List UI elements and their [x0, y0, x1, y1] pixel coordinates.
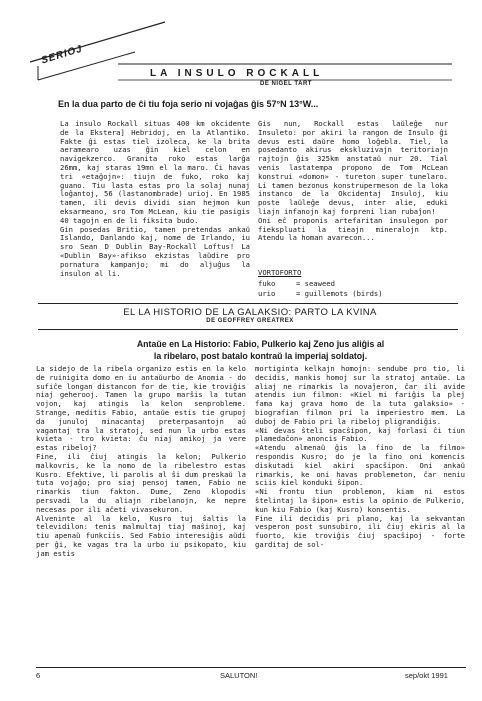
footer-rule: [36, 667, 466, 668]
article-column-left: La insulo Rockall situas 400 km okcidente de la Ekstera] Hebridoj, en la Atlantiko. Fakte ĝi estas tiel izoleca, ke la brita aeramearo uzas ĝin kiel celon en navigekzerco. Granita roko estas larĝa 26mm, kaj staras 19mn el la maro. Ĉi havas tri «etaĝojn»: tiujn de fuko, roko kaj guano. Tiu lasta estas pro la solaj nunaj loĝantoj, 56 (lastanombrade) urioj. En 1985 tamen, ili devis dividi sian hejmon kun eksarmeano, sro Tom McLean, kiu tie pasigis 40 tagojn en de li fiksita budo. Gin posedas Britio, tamen pretendas ankaŭ Islando, Danlando kaj, nome de Irlando, iu sro Sean D Dublin Bay-Rockall Loftus! La «Dublin Bay»-afikso ekzistas laŭdire pro pornatura kampanjo; mi do aljuĝus la insulon al li.: [60, 120, 250, 278]
glossary-entry: [258, 279, 335, 288]
story-column-left: La sidejo de la ribela organizo estis en la kelo de ruinigita domo en iu antaŭurbo de Anomia - do sufiĉe longan distancon for de tie, kie troviĝis niaj geherooj. Tamen la grupo marŝis la tutan vojon, kaj atingis la kelon senprobleme. Strange, meditis Fabio, antaŭe estis tie grupoj da junuloj minacantaj preterpasantojn aŭ vagantaj tra la stratoj, sed nun la urbo estas kvieta - tro kvieta: ĉu niaj amikoj ja vere estas ribeloj? Fine, ili ĉiuj atingis la kelon; Pulkerio malkovris, ke la nomo de la ribelestro estas Kusro. Efektive, li parolis al ŝi dum preskaŭ la tuta vojaĝo; pro siaj pensoj tamen, Fabio ne rimarkis tiun fakton. Dume, Zeno klopodis persvadi la du aliajn ribelanojn, ke nepre necesas por ili aĉeti vivasekuron. Alveninte al la kelo, Kusro tuj ŝaltis la televidilon: tenis malmultaj tiaj maŝinoj, kaj tiu apenaŭ funkciis. Sed Fabio interesiĝis aŭdi per ĝi, ke vagas tra la urbo iu psikopato, kiu jam estis: [36, 365, 246, 558]
glossary-entry: [258, 289, 383, 298]
article-deck: En la dua parto de ĉi tiu foja serio ni vojaĝas ĝis 57°N 13°W...: [58, 99, 319, 109]
story-recap-line: la ribelaro, post batalo kontraŭ la imperiaj soldatoj.: [153, 351, 368, 361]
series-label: SERIOJ: [40, 43, 85, 67]
page-number: 6: [36, 671, 41, 680]
article-title: LA INSULO ROCKALL: [150, 68, 324, 79]
section-divider-bottom: [38, 329, 458, 330]
article-column-right: Ĝis nun, Rockall estas laŭleĝe nur Insuleto: por akiri la rangon de Insulo ĝi devus esti daŭre homo loĝebla. Tiel, la posedanto akirus ekskluzivajn teritoriajn rajtojn ĝis 325km anstataŭ nur 20. Tial venis lastatempa propono de Tom McLean konstrui «domon» - tureton super tunelaro. Li tamen bezonus konstrupermeson de la loka instanco de la Okcidentaj Insuloj, kiu poste laŭleĝe devus, inter alie, eduki liajn infanojn kaj forpreni lian rubaĵon! Oni eĉ proponis artefaritan insulegon por fiekspluati la tieajn mineralojn ktp. Atendu la homan avarecon...: [258, 120, 448, 243]
glossary-term: fuko: [258, 279, 276, 288]
story-recap: [58, 338, 463, 362]
story-column-right: mortiginta kelkajn homojn: sendube pro tio, li decidis, mankis homoj sur la stratoj antaŭe. La aliaj ne rimarkis la novaĵeron, ĉar ili avide atendis iun filmon: «Kiel mi fariĝis la plej fama kaj grava homo de la tuta galaksio» - biografian filmon pri la imperiestro mem. La duboj de Fabio pri la ribeloj pligrandiĝis. «Ni devas ŝteli spacŝipon, kaj forlasi ĉi tiun plamedaĉon» anoncis Fabio. «Atendu almenaŭ ĝis la fino de la filmo» respondis Kusro; do je la fino oni komencis diskutadi kiel akiri spacŝipon. Oni ankaŭ rimarkis, ke oni havas problemeton, ĉar neniu sciis kiel konduki ŝipon. «Ni frontu tiun problemon, kiam ni estos ŝtelintaj la ŝipon» estis la opinio de Pulkerio, kun kiu Fabio (kaj Kusro) konsentis. Fine ili decidis pri plano, kaj la sekvantan vesperon post sunsubiro, ili ĉiuj ekiris al la fuorto, kie troviĝis ĉiuj spacŝipoj - forte garditaj de sol-: [255, 365, 465, 549]
story-recap-line: Antaŭe en La Historio: Fabio, Pulkerio kaj Zeno ĵus aliĝis al: [136, 339, 385, 349]
glossary-definition: = seaweed: [296, 279, 335, 288]
story-byline: DE GEOFFREY GREATREX: [206, 318, 294, 324]
glossary-term: urio: [258, 289, 276, 298]
article-byline: DE NIGEL TART: [260, 81, 312, 87]
section-divider-top: [38, 303, 458, 304]
issue-date: sep/okt 1991: [405, 671, 448, 680]
glossary-definition: = guillemots (birds): [296, 289, 383, 298]
story-title: EL LA HISTORIO DE LA GALAKSIO: PARTO LA KVINA: [123, 307, 377, 318]
magazine-name: SALUTON!: [220, 671, 258, 680]
glossary-heading: VORTOFORTO: [258, 268, 302, 277]
